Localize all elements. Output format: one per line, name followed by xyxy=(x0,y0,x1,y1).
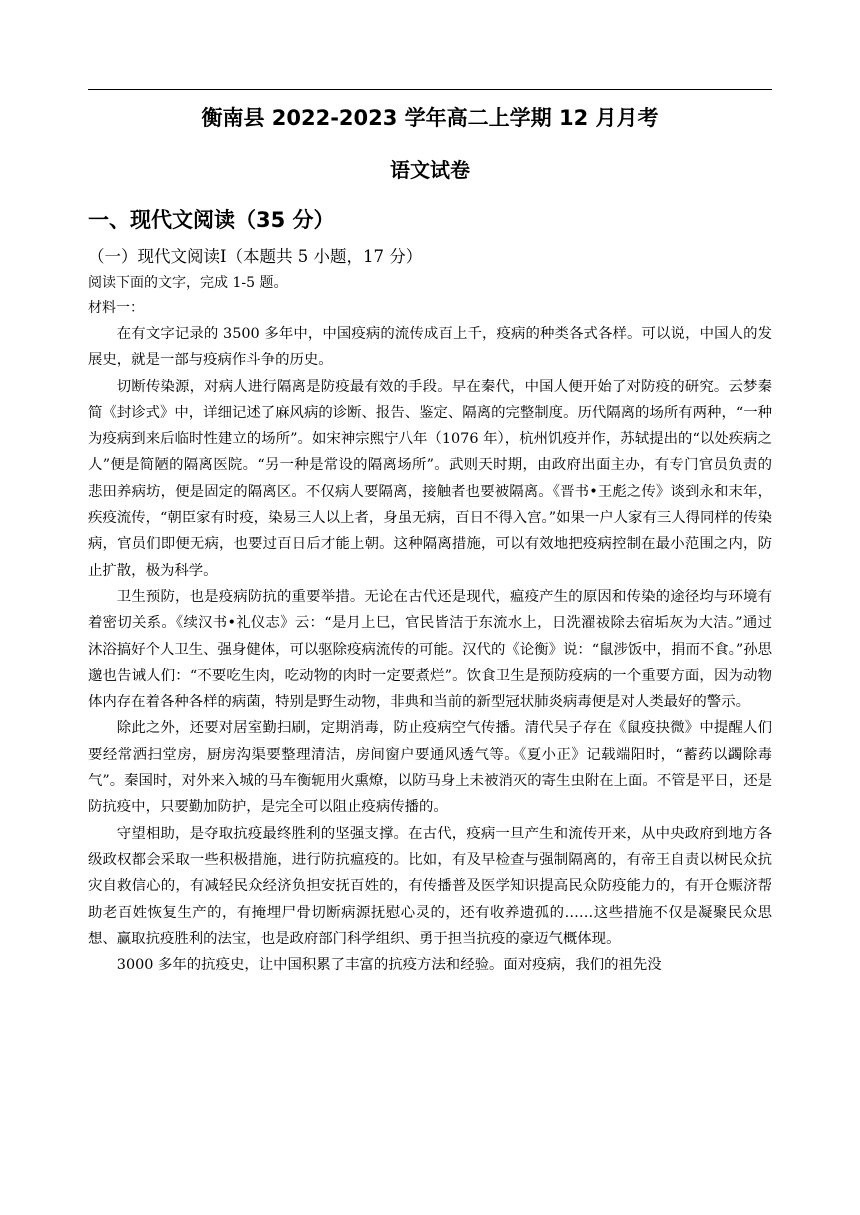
paragraph-1: 在有文字记录的 3500 多年中，中国疫病的流传成百上千，疫病的种类各式各样。可以说，中国人的发展史，就是一部与疫病作斗争的历史。 xyxy=(88,326,772,369)
exam-title: 衡南县 2022-2023 学年高二上学期 12 月月考 xyxy=(201,106,659,130)
sub-section-heading: （一）现代文阅读Ⅰ（本题共 5 小题，17 分） xyxy=(88,247,423,266)
paragraph-4: 除此之外，还要对居室勤扫刷，定期消毒，防止疫病空气传播。清代吴子存在《鼠疫抉微》中提醒人们要经常洒扫堂房，厨房沟渠要整理清洁，房间窗户要通风透气等。《夏小正》记载端阳时，“蓄药以蠲除毒气”。秦国时，对外来入城的马车衡轭用火熏燎，以防马身上未被消灭的寄生虫附在上面。不管是平日，还是防抗疫中，只要勤加防护，是完全可以阻止疫病传播的。 xyxy=(88,720,772,816)
paragraph-2: 切断传染源，对病人进行隔离是防疫最有效的手段。早在秦代，中国人便开始了对防疫的研究。云梦秦简《封诊式》中，详细记述了麻风病的诊断、报告、鉴定、隔离的完整制度。历代隔离的场所有两种，“一种为疫病到来后临时性建立的场所”。如宋神宗熙宁八年（1076 年），杭州饥疫并作，苏轼提出的“以处疾病之人”便是简陋的隔离医院。“另一种是常设的隔离场所”。武则天时期，由政府出面主办，有专门官员负责的悲田养病坊，便是固定的隔离区。不仅病人要隔离，接触者也要被隔离。《晋书•王彪之传》谈到永和末年，疾疫流传，“朝臣家有时疫，染易三人以上者，身虽无病，百日不得入宫。”如果一户人家有三人得同样的传染病，官员们即便无病，也要过百日后才能上朝。这种隔离措施，可以有效地把疫病控制在最小范围之内，防止扩散，极为科学。 xyxy=(88,378,772,579)
exam-subtitle: 语文试卷 xyxy=(390,158,470,182)
paragraph-6: 3000 多年的抗疫史，让中国积累了丰富的抗疫方法和经验。面对疫病，我们的祖先没 xyxy=(116,957,662,974)
section-heading: 一、现代文阅读（35 分） xyxy=(88,208,335,232)
material-label: 材料一： xyxy=(88,300,144,316)
material-body xyxy=(88,321,772,978)
header-rule xyxy=(88,89,772,90)
reading-instruction: 阅读下面的文字，完成 1-5 题。 xyxy=(88,275,288,291)
paragraph-5: 守望相助，是夺取抗疫最终胜利的坚强支撑。在古代，疫病一旦产生和流传开来，从中央政府到地方各级政权都会采取一些积极措施，进行防抗瘟疫的。比如，有及早检查与强制隔离的，有帝王自责以树民众抗灾自救信心的，有减轻民众经济负担安抚百姓的，有传播普及医学知识提高民众防疫能力的，有开仓赈济帮助老百姓恢复生产的，有掩埋尸骨切断病源抚慰心灵的，还有收养遗孤的……这些措施不仅是凝聚民众思想、赢取抗疫胜利的法宝，也是政府部门科学组织、勇于担当抗疫的豪迈气概体现。 xyxy=(88,825,772,947)
paragraph-3: 卫生预防，也是疫病防抗的重要举措。无论在古代还是现代，瘟疫产生的原因和传染的途径均与环境有着密切关系。《续汉书•礼仪志》云：“是月上巳，官民皆洁于东流水上，日洗濯祓除去宿垢灰为大洁。”通过沐浴搞好个人卫生、强身健体，可以驱除疫病流传的可能。汉代的《论衡》说：“鼠涉饭中，捐而不食。”孙思邈也告诫人们：“不要吃生肉，吃动物的肉时一定要煮烂”。饮食卫生是预防疫病的一个重要方面，因为动物体内存在着各种各样的病菌，特别是野生动物，非典和当前的新型冠状肺炎病毒便是对人类最好的警示。 xyxy=(88,588,772,711)
